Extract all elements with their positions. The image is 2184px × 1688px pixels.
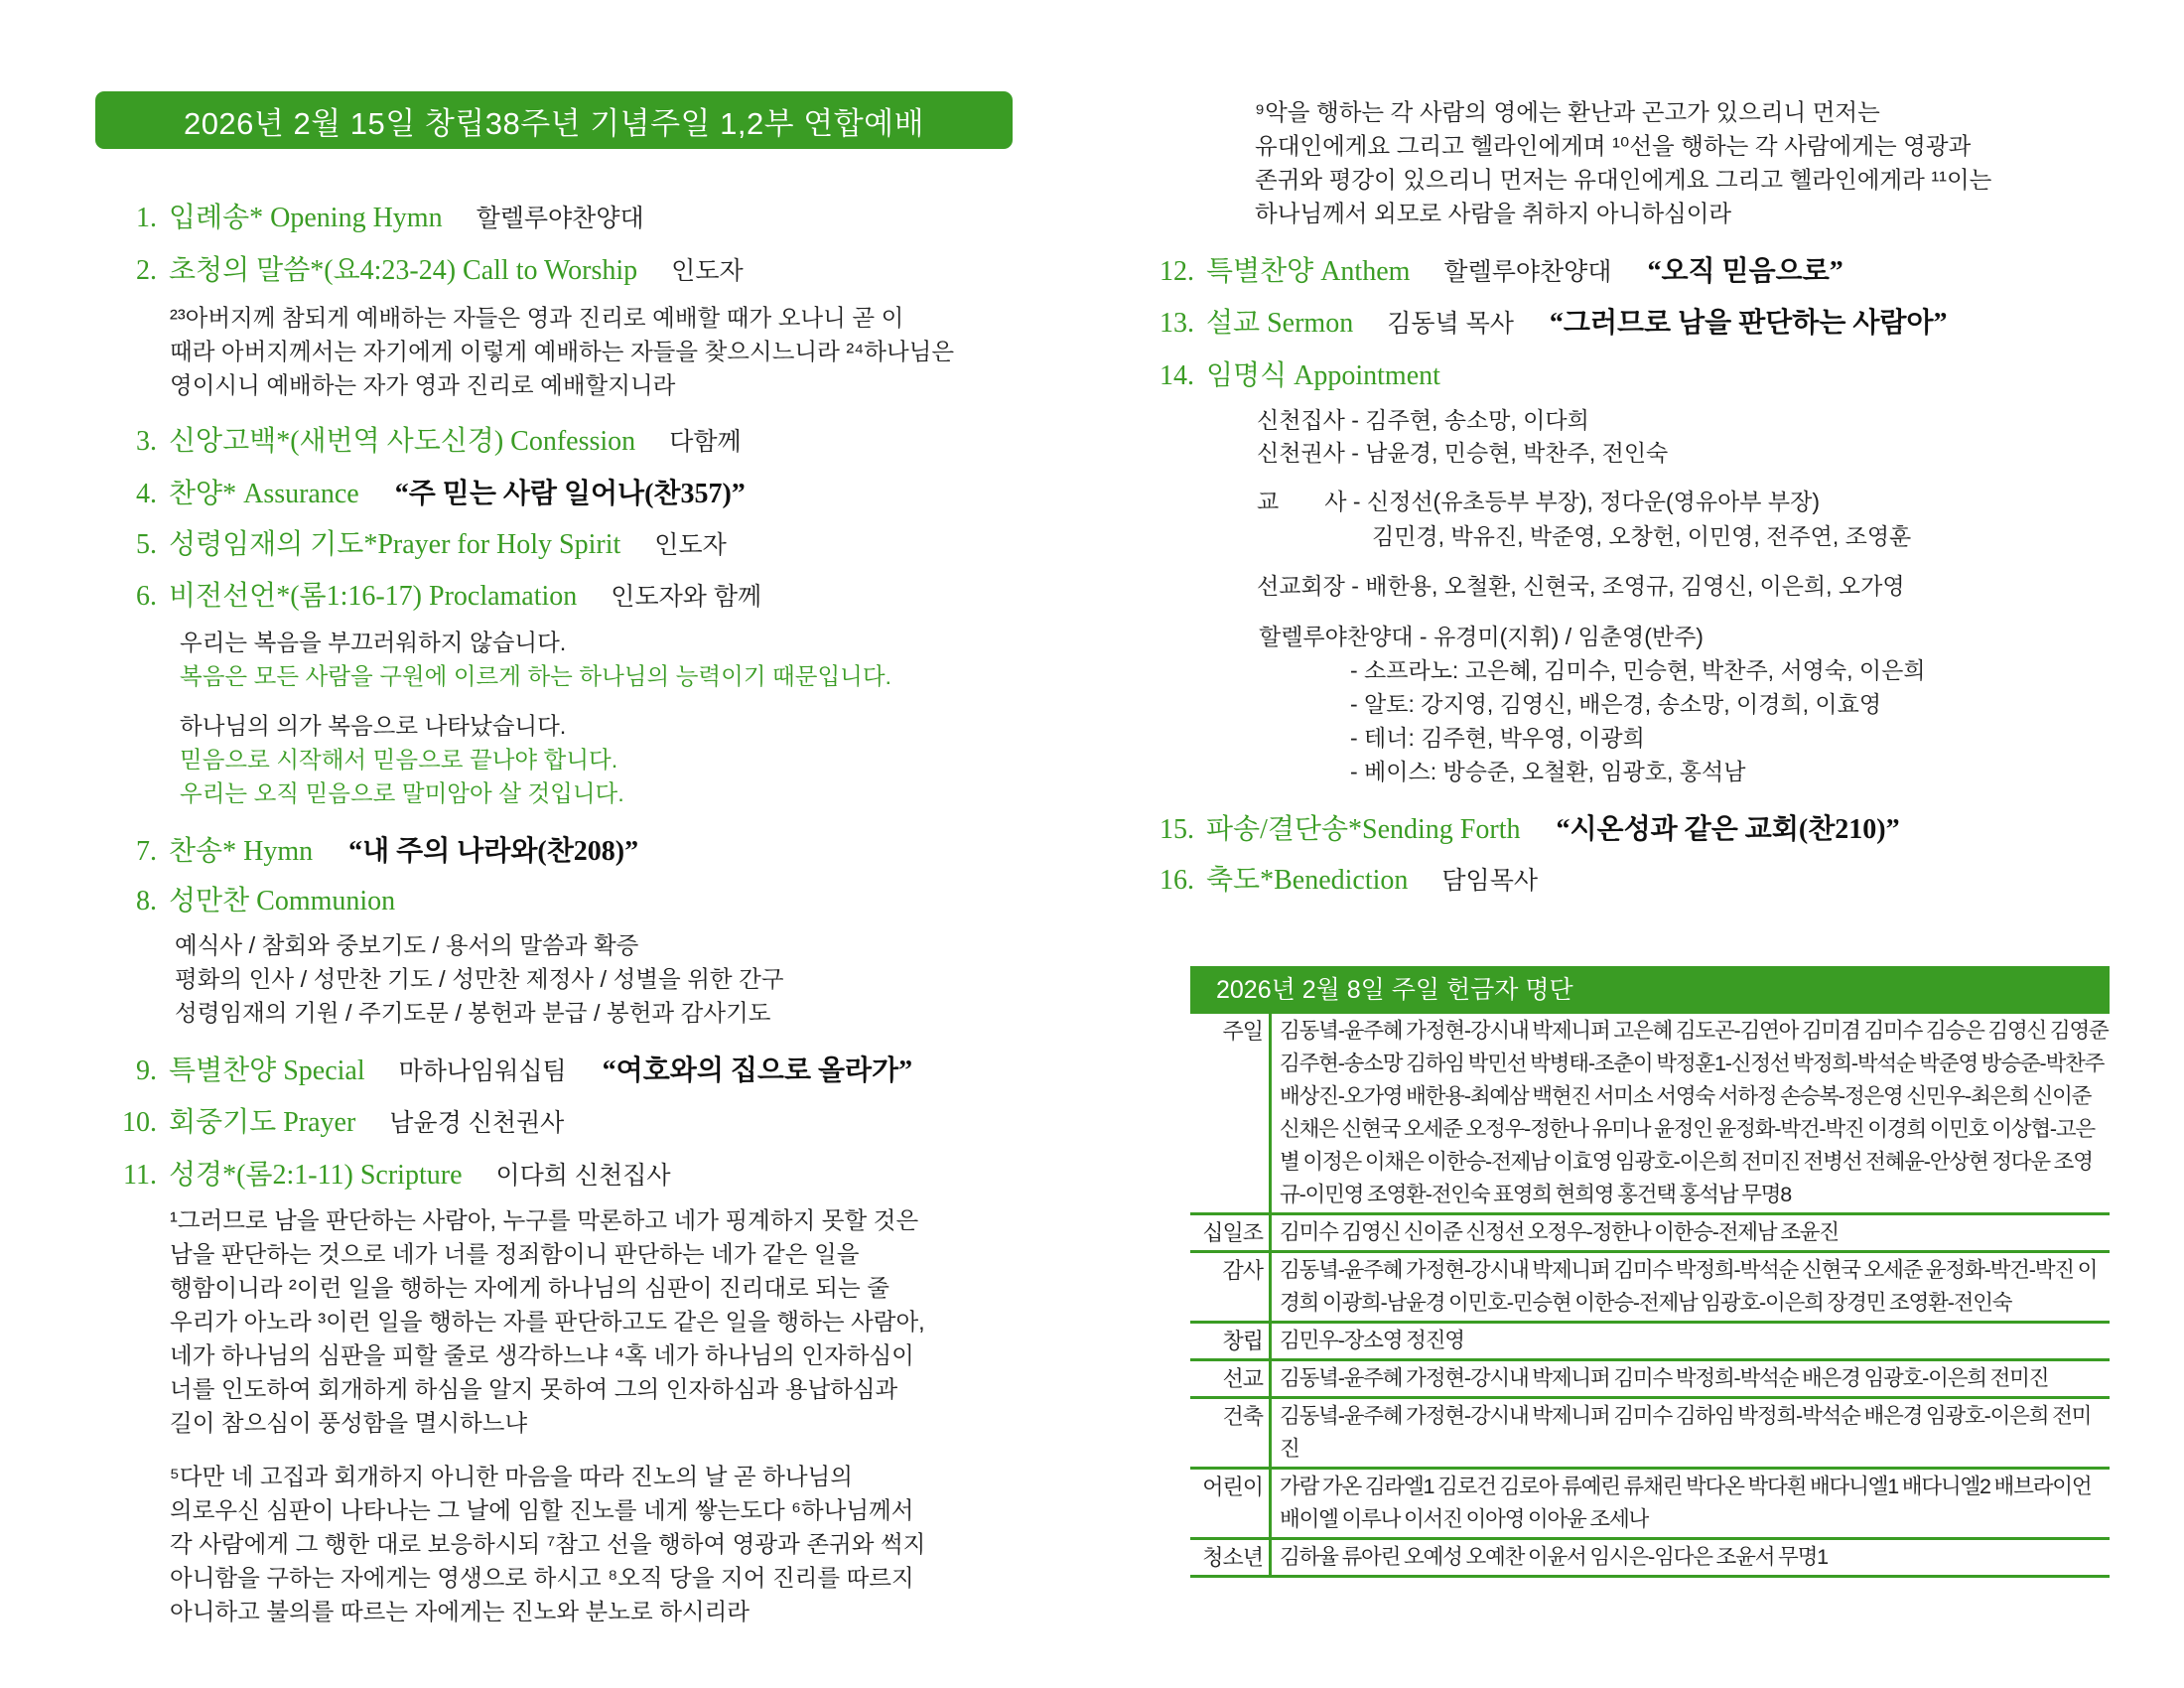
text-line: 네가 하나님의 심판을 피할 줄로 생각하느냐 ⁴혹 네가 하나님의 인자하심이	[170, 1342, 914, 1368]
item-leader: 할렐루야찬양대	[476, 205, 644, 232]
offering-names: 김동녘-윤주혜 가정현-강시내 박제니퍼 김미수 박정희-박석순 신현국 오세준 윤정화-박건-박진 이경희 이광희-남윤경 이민호-민승현 이한승-전제남 임광호-이은희 장경민 조영환-전인숙	[1280, 1258, 2098, 1315]
offering-category: 감사	[1190, 1253, 1272, 1321]
item-title: 성경*(롬2:1-11) Scripture	[169, 1160, 463, 1191]
offering-category: 주일	[1190, 1014, 1272, 1212]
scripture-paragraph-3	[1255, 95, 1991, 230]
item-title: 비전선언*(롬1:16-17) Proclamation	[169, 581, 578, 612]
item-leader: 김동녘 목사	[1387, 310, 1514, 338]
choir-parts	[1350, 653, 1926, 788]
item-title: 회중기도 Prayer	[169, 1107, 356, 1138]
item-title: 설교 Sermon	[1206, 308, 1354, 339]
text-line: - 테너: 김주현, 박우영, 이광희	[1350, 725, 1645, 751]
worship-item-5	[117, 524, 727, 564]
item-title: 초청의 말씀*(요4:23-24) Call to Worship	[169, 255, 638, 286]
text-line: 우리가 아노라 ³이런 일을 행하는 자를 판단하고도 같은 일을 행하는 사람아,	[170, 1309, 925, 1335]
offering-category: 선교	[1190, 1361, 1272, 1396]
service-title-banner: 2026년 2월 15일 창립38주년 기념주일 1,2부 연합예배	[95, 91, 1013, 149]
worship-item-8	[117, 881, 395, 920]
item-number: 14.	[1160, 360, 1194, 391]
offering-names: 김동녘-윤주혜 가정현-강시내 박제니퍼 고은혜 김도곤-김연아 김미겸 김미수 김승은 김영신 김영준 김주현-송소망 김하임 박민선 박병태-조춘이 박정훈1-신정선 박정희-박석순 박준영 방승준-박찬주 배상진-오가영 배한용-최예삼 백현진 서미소 서영숙 서하정 손승복-정은영 신민우-최은희 신이준 신채은 신현국 오세준 오정우-정한나 유미나 윤정인 윤정화-박건-박진 이경희 이민호 이상협-고은별 이정은 이채은 이한승-전제남 이효영 임광호-이은희 전미진 전병선 전혜윤-안상현 정다운 조영규-이민영 조영환-전인숙 표영희 현희영 홍건택 홍석남 무명8	[1280, 1019, 2109, 1206]
item-title: 특별찬양 Anthem	[1206, 256, 1411, 287]
worship-item-2	[117, 250, 744, 290]
worship-item-13	[1155, 303, 1948, 343]
worship-item-3	[117, 421, 742, 461]
teacher-names-2: 김민경, 박유진, 박준영, 오창헌, 이민영, 전주연, 조영훈	[1372, 523, 1912, 549]
text-line: 복음은 모든 사람을 구원에 이르게 하는 하나님의 능력이기 때문입니다.	[180, 663, 892, 689]
item-number: 4.	[136, 479, 157, 509]
offering-row	[1190, 1399, 2110, 1470]
proclamation-part-2	[180, 709, 624, 810]
worship-item-1	[117, 198, 644, 237]
item-number: 16.	[1160, 865, 1194, 896]
offering-table	[1190, 1014, 2110, 1578]
offering-table-title: 2026년 2월 8일 주일 헌금자 명단	[1190, 966, 2110, 1014]
offering-row	[1190, 1470, 2110, 1540]
item-title: 입례송* Opening Hymn	[169, 203, 443, 233]
item-number: 11.	[123, 1160, 157, 1191]
text-line: ¹그러므로 남을 판단하는 사람아, 누구를 막론하고 네가 핑계하지 못할 것은	[170, 1207, 919, 1233]
offering-row	[1190, 1361, 2110, 1399]
item-title: 성령임재의 기도*Prayer for Holy Spirit	[169, 529, 621, 560]
item-number: 7.	[136, 836, 157, 867]
item-leader: 다함께	[669, 428, 742, 456]
text-line: - 베이스: 방승준, 오철환, 임광호, 홍석남	[1350, 759, 1746, 784]
offering-row	[1190, 1324, 2110, 1361]
text-line: 예식사 / 참회와 중보기도 / 용서의 말씀과 확증	[175, 932, 639, 958]
text-line: 영이시니 예배하는 자가 영과 진리로 예배할지니라	[170, 372, 676, 398]
item-song-title: “그러므로 남을 판단하는 사람아”	[1549, 308, 1948, 339]
text-line: 때라 아버지께서는 자기에게 이렇게 예배하는 자들을 찾으시느니라 ²⁴하나님은	[170, 339, 955, 364]
item-number: 15.	[1160, 814, 1194, 845]
item-title: 특별찬양 Special	[169, 1055, 365, 1086]
text-line: 행함이니라 ²이런 일을 행하는 자에게 하나님의 심판이 진리대로 되는 줄	[170, 1275, 889, 1301]
worship-item-14	[1155, 355, 1440, 395]
item-number: 1.	[136, 203, 157, 233]
teacher-label: 교 사 -	[1257, 489, 1367, 514]
text-line: 우리는 오직 믿음으로 말미암아 살 것입니다.	[180, 780, 624, 806]
item-leader: 담임목사	[1441, 867, 1539, 895]
item-number: 10.	[122, 1107, 157, 1138]
text-line: 하나님께서 외모로 사람을 취하지 아니하심이라	[1255, 201, 1732, 226]
item-number: 2.	[136, 255, 157, 286]
worship-item-12	[1155, 251, 1843, 291]
worship-item-10	[117, 1102, 564, 1142]
item-number: 5.	[136, 529, 157, 560]
item-leader: 마하나임워십팀	[398, 1057, 567, 1085]
text-line: 길이 참으심이 풍성함을 멸시하느냐	[170, 1410, 528, 1436]
item-number: 3.	[136, 426, 157, 457]
text-line: 하나님의 의가 복음으로 나타났습니다.	[180, 713, 567, 739]
text-line: 아니함을 구하는 자에게는 영생으로 하시고 ⁸오직 당을 지어 진리를 따르지	[170, 1565, 914, 1591]
item-title: 임명식 Appointment	[1206, 360, 1440, 391]
item-title: 성만찬 Communion	[169, 886, 396, 916]
item-title: 신앙고백*(새번역 사도신경) Confession	[169, 426, 636, 457]
worship-item-7	[117, 831, 638, 871]
item-leader: 할렐루야찬양대	[1443, 258, 1612, 286]
appointment-mission: 선교회장 - 배한용, 오철환, 신현국, 조영규, 김영신, 이은희, 오가영	[1257, 573, 1905, 599]
worship-item-15	[1155, 809, 1900, 849]
text-line: 믿음으로 시작해서 믿음으로 끝나야 합니다.	[180, 747, 618, 773]
item-number: 12.	[1160, 256, 1194, 287]
item-song-title: “오직 믿음으로”	[1647, 256, 1843, 287]
worship-item-6	[117, 576, 761, 616]
text-line: - 알토: 강지영, 김영신, 배은경, 송소망, 이경희, 이효영	[1350, 691, 1882, 717]
item-number: 9.	[136, 1055, 157, 1086]
offering-category: 십일조	[1190, 1215, 1272, 1250]
text-line: ⁹악을 행하는 각 사람의 영에는 환난과 곤고가 있으리니 먼저는	[1255, 99, 1880, 125]
text-line: 존귀와 평강이 있으리니 먼저는 유대인에게요 그리고 헬라인에게라 ¹¹이는	[1255, 167, 1992, 193]
proclamation-part-1	[180, 626, 891, 693]
offering-names: 김하율 류아린 오예성 오예찬 이윤서 임시은-임다은 조윤서 무명1	[1280, 1545, 1828, 1569]
call-to-worship-verse	[170, 301, 954, 402]
worship-item-11	[117, 1155, 671, 1195]
scripture-paragraph-2	[170, 1460, 925, 1628]
text-line: - 소프라노: 고은혜, 김미수, 민승현, 박찬주, 서영숙, 이은희	[1350, 657, 1926, 683]
item-number: 6.	[136, 581, 157, 612]
appointment-deaconess: 신천권사 - 남윤경, 민승현, 박찬주, 전인숙	[1257, 440, 1669, 466]
item-song-title: “여호와의 집으로 올라가”	[602, 1055, 913, 1086]
item-leader: 인도자와 함께	[611, 583, 762, 611]
item-song-title: “내 주의 나라와(찬208)”	[348, 836, 639, 867]
text-line: 유대인에게요 그리고 헬라인에게며 ¹⁰선을 행하는 각 사람에게는 영광과	[1255, 133, 1972, 159]
text-line: 성령임재의 기원 / 주기도문 / 봉헌과 분급 / 봉헌과 감사기도	[175, 1000, 771, 1026]
offering-category: 건축	[1190, 1399, 1272, 1467]
offering-names: 김동녘-윤주혜 가정현-강시내 박제니퍼 김미수 김하임 박정희-박석순 배은경 임광호-이은희 전미진	[1280, 1404, 2092, 1461]
text-line: 너를 인도하여 회개하게 하심을 알지 못하여 그의 인자하심과 용납하심과	[170, 1376, 898, 1402]
offering-names: 김미수 김영신 신이준 신정선 오정우-정한나 이한승-전제남 조윤진	[1280, 1220, 1839, 1244]
item-title: 파송/결단송*Sending Forth	[1206, 814, 1521, 845]
text-line: 평화의 인사 / 성만찬 기도 / 성만찬 제정사 / 성별을 위한 간구	[175, 966, 784, 992]
offering-category: 어린이	[1190, 1470, 1272, 1537]
offering-names: 김민우-장소영 정진영	[1280, 1329, 1464, 1352]
text-line: ⁵다만 네 고집과 회개하지 아니한 마음을 따라 진노의 날 곧 하나님의	[170, 1464, 853, 1489]
teacher-names-1: 신정선(유초등부 부장), 정다운(영유아부 부장)	[1366, 489, 1821, 514]
item-leader: 이다희 신천집사	[495, 1162, 671, 1190]
offering-row	[1190, 1215, 2110, 1253]
offering-category: 청소년	[1190, 1540, 1272, 1575]
worship-item-4	[117, 474, 746, 513]
text-line: 의로우신 심판이 나타나는 그 날에 임할 진노를 네게 쌓는도다 ⁶하나님께서	[170, 1497, 914, 1523]
text-line: ²³아버지께 참되게 예배하는 자들은 영과 진리로 예배할 때가 오나니 곧 이	[170, 305, 904, 331]
text-line: 아니하고 불의를 따르는 자에게는 진노와 분노로 하시리라	[170, 1599, 750, 1624]
scripture-paragraph-1	[170, 1203, 925, 1440]
offering-category: 창립	[1190, 1324, 1272, 1358]
offering-row	[1190, 1253, 2110, 1324]
item-leader: 인도자	[671, 257, 744, 285]
worship-item-16	[1155, 860, 1538, 900]
text-line: 각 사람에게 그 행한 대로 보응하시되 ⁷참고 선을 행하여 영광과 존귀와 썩지	[170, 1531, 926, 1557]
text-line: 우리는 복음을 부끄러워하지 않습니다.	[180, 630, 567, 655]
offering-names: 김동녘-윤주혜 가정현-강시내 박제니퍼 김미수 박정희-박석순 배은경 임광호-이은희 전미진	[1280, 1366, 2049, 1390]
item-number: 8.	[136, 886, 157, 916]
offering-names: 가람 가온 김라엘1 김로건 김로아 류예린 류채린 박다온 박다흰 배다니엘1 배다니엘2 배브라이언 배이엘 이루나 이서진 이아영 이아윤 조세나	[1280, 1475, 2092, 1531]
item-title: 축도*Benediction	[1206, 865, 1409, 896]
item-song-title: “주 믿는 사람 일어나(찬357)”	[394, 479, 746, 509]
text-line: 남을 판단하는 것으로 네가 너를 정죄함이니 판단하는 네가 같은 일을	[170, 1241, 860, 1267]
offering-row	[1190, 1014, 2110, 1215]
worship-item-9	[117, 1051, 912, 1090]
appointment-teacher	[1257, 485, 1820, 518]
appointment-choir: 할렐루야찬양대 - 유경미(지휘) / 임춘영(반주)	[1259, 624, 1704, 649]
item-title: 찬송* Hymn	[169, 836, 314, 867]
communion-order	[175, 928, 784, 1030]
item-number: 13.	[1160, 308, 1194, 339]
item-title: 찬양* Assurance	[169, 479, 359, 509]
offering-row	[1190, 1540, 2110, 1578]
item-leader: 인도자	[654, 531, 727, 559]
item-leader: 남윤경 신천권사	[389, 1109, 565, 1137]
item-song-title: “시온성과 같은 교회(찬210)”	[1556, 814, 1900, 845]
appointment-deacon: 신천집사 - 김주현, 송소망, 이다희	[1257, 407, 1589, 433]
